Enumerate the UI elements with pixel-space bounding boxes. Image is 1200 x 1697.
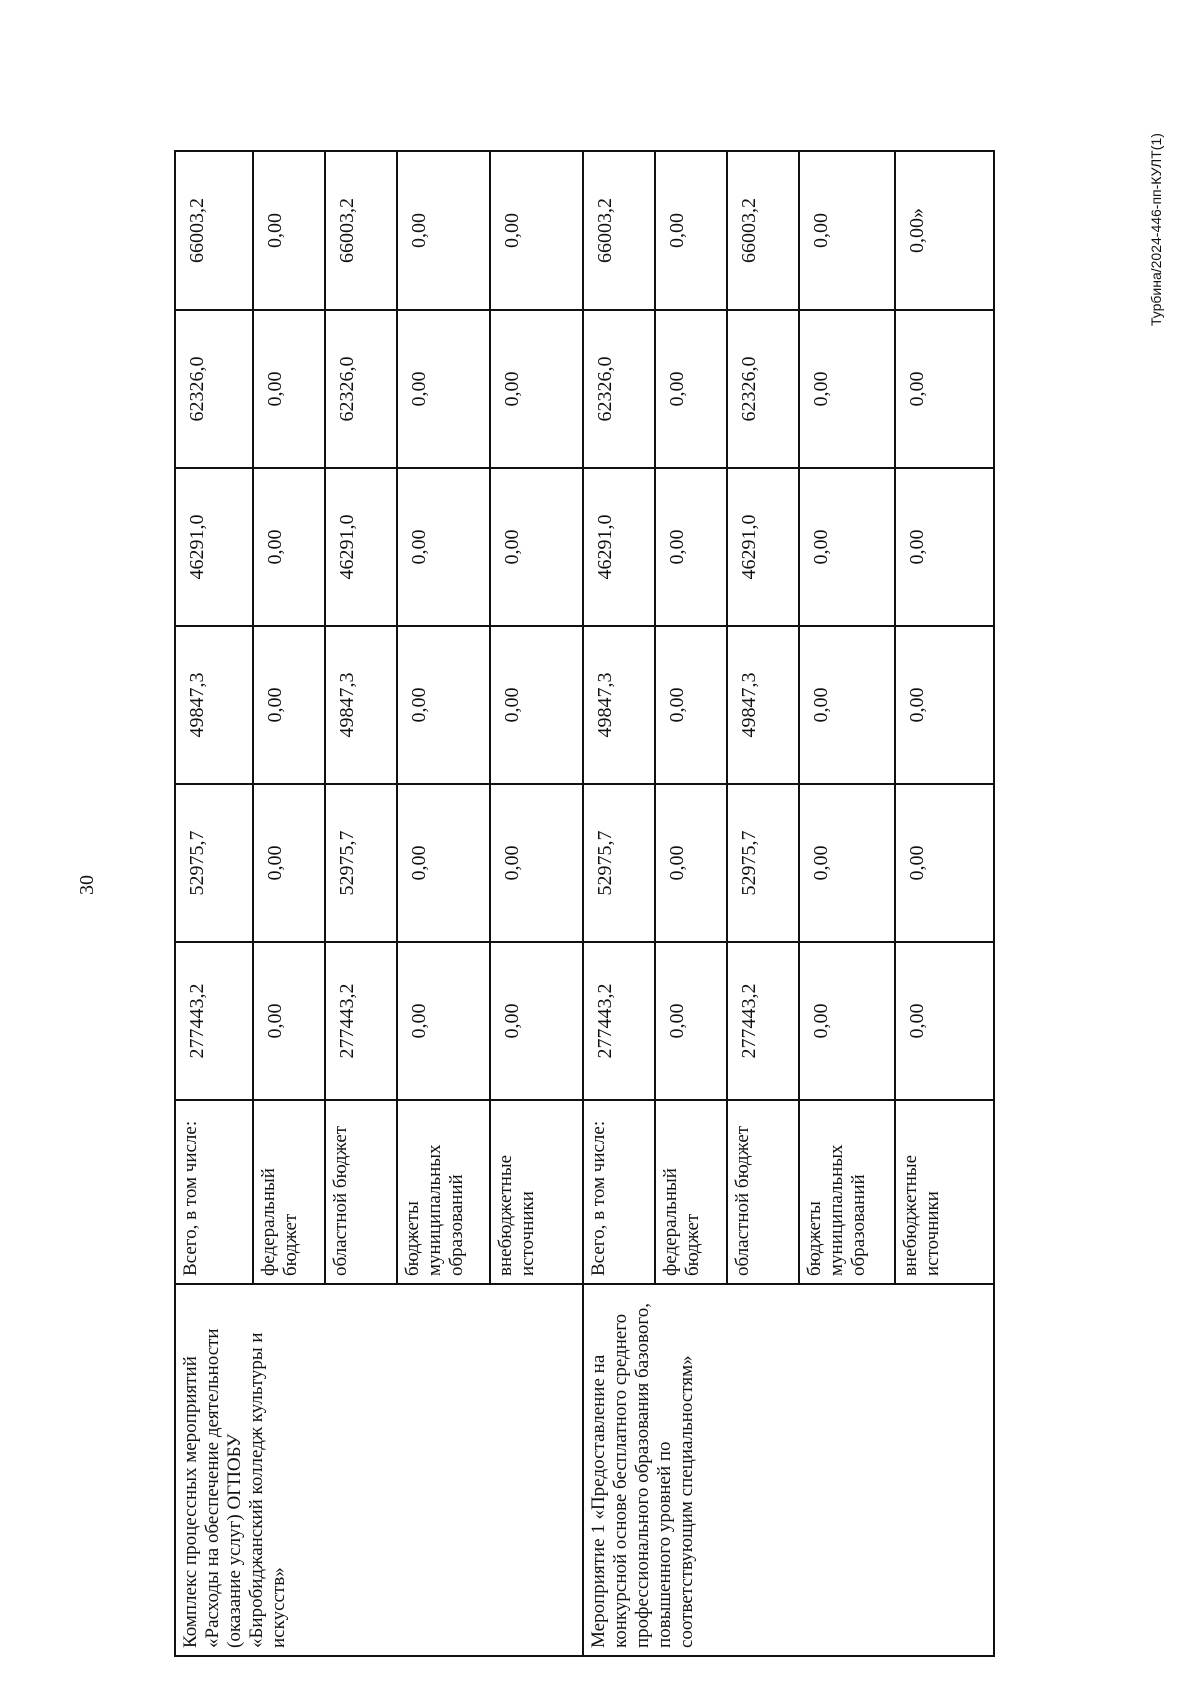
value-cell: 52975,7 (583, 784, 655, 942)
value-cell: 0,00 (799, 784, 895, 942)
value-cell: 52975,7 (175, 784, 253, 942)
value-cell: 0,00 (397, 468, 490, 626)
source-label-cell: федеральный бюджет (655, 1100, 727, 1284)
value-cell: 62326,0 (325, 310, 397, 468)
value-cell: 0,00 (655, 784, 727, 942)
value-cell: 0,00 (397, 310, 490, 468)
value-cell: 66003,2 (175, 151, 253, 310)
funding-table (174, 150, 995, 1657)
value-cell: 0,00 (490, 942, 583, 1100)
value-cell: 49847,3 (325, 626, 397, 784)
value-cell: 277443,2 (325, 942, 397, 1100)
value-cell: 0,00» (895, 151, 994, 310)
value-cell: 62326,0 (727, 310, 799, 468)
value-cell: 46291,0 (583, 468, 655, 626)
value-cell: 0,00 (253, 310, 325, 468)
table-row (175, 151, 253, 1656)
value-cell: 0,00 (253, 468, 325, 626)
value-cell: 49847,3 (583, 626, 655, 784)
value-cell: 52975,7 (325, 784, 397, 942)
value-cell: 0,00 (655, 468, 727, 626)
value-cell: 0,00 (655, 942, 727, 1100)
value-cell: 46291,0 (727, 468, 799, 626)
funding-table-container (174, 152, 943, 1657)
value-cell: 0,00 (895, 468, 994, 626)
value-cell: 46291,0 (325, 468, 397, 626)
value-cell: 66003,2 (583, 151, 655, 310)
program-name-cell: Комплекс процессных мероприятий «Расходы на обеспечение деятельности (оказание услуг) ОГПОБУ «Биробиджанский колледж культуры и искусств» (175, 1284, 583, 1656)
value-cell: 277443,2 (583, 942, 655, 1100)
value-cell: 0,00 (490, 310, 583, 468)
value-cell: 0,00 (655, 151, 727, 310)
value-cell: 0,00 (799, 151, 895, 310)
value-cell: 0,00 (253, 626, 325, 784)
value-cell: 0,00 (799, 942, 895, 1100)
source-label-cell: внебюджетные источники (895, 1100, 994, 1284)
document-code: Турбина/2024-446-пп-КУЛТ(1) (1148, 133, 1164, 326)
page-number: 30 (76, 875, 98, 895)
value-cell: 0,00 (799, 626, 895, 784)
source-label-cell: Всего, в том числе: (175, 1100, 253, 1284)
source-label-cell: бюджеты муниципальных образований (397, 1100, 490, 1284)
value-cell: 0,00 (655, 626, 727, 784)
value-cell: 52975,7 (727, 784, 799, 942)
value-cell: 0,00 (895, 942, 994, 1100)
value-cell: 0,00 (397, 151, 490, 310)
value-cell: 46291,0 (175, 468, 253, 626)
value-cell: 277443,2 (175, 942, 253, 1100)
value-cell: 49847,3 (727, 626, 799, 784)
value-cell: 62326,0 (175, 310, 253, 468)
value-cell: 0,00 (397, 942, 490, 1100)
value-cell: 66003,2 (325, 151, 397, 310)
source-label-cell: Всего, в том числе: (583, 1100, 655, 1284)
value-cell: 0,00 (655, 310, 727, 468)
value-cell: 0,00 (253, 784, 325, 942)
value-cell: 62326,0 (583, 310, 655, 468)
source-label-cell: областной бюджет (727, 1100, 799, 1284)
value-cell: 277443,2 (727, 942, 799, 1100)
source-label-cell: бюджеты муниципальных образований (799, 1100, 895, 1284)
source-label-cell: областной бюджет (325, 1100, 397, 1284)
value-cell: 0,00 (799, 468, 895, 626)
value-cell: 0,00 (895, 310, 994, 468)
value-cell: 0,00 (895, 626, 994, 784)
value-cell: 0,00 (397, 784, 490, 942)
value-cell: 0,00 (490, 151, 583, 310)
value-cell: 0,00 (397, 626, 490, 784)
value-cell: 49847,3 (175, 626, 253, 784)
value-cell: 0,00 (895, 784, 994, 942)
value-cell: 0,00 (799, 310, 895, 468)
value-cell: 0,00 (490, 626, 583, 784)
program-name-cell: Мероприятие 1 «Предоставление на конкурсной основе бесплатного среднего профессионального образования базового, повышенного уровней по соответствующим специальностям» (583, 1284, 994, 1656)
table-row (583, 151, 655, 1656)
value-cell: 0,00 (490, 468, 583, 626)
value-cell: 66003,2 (727, 151, 799, 310)
value-cell: 0,00 (253, 151, 325, 310)
source-label-cell: внебюджетные источники (490, 1100, 583, 1284)
value-cell: 0,00 (490, 784, 583, 942)
value-cell: 0,00 (253, 942, 325, 1100)
source-label-cell: федеральный бюджет (253, 1100, 325, 1284)
